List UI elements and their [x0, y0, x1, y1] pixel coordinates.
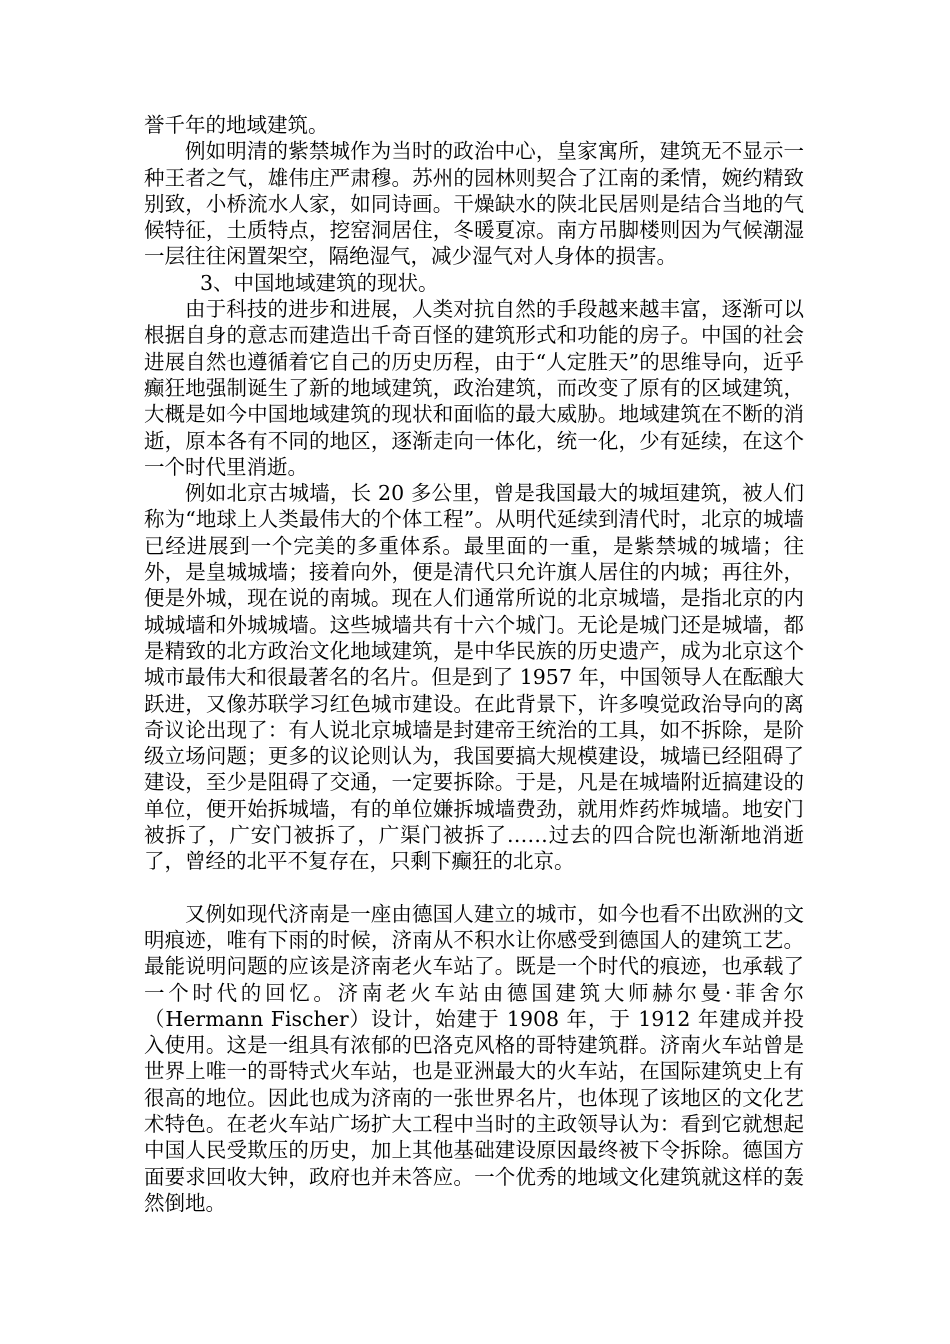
paragraph-current-status: 由于科技的进步和进展，人类对抗自然的手段越来越丰富，逐渐可以根据自身的意志而建造出千奇百怪的建筑形式和功能的房子。中国的社会进展自然也遵循着它自己的历史历程，由于“人定胜天”的思维导向，近乎癫狂地强制诞生了新的地域建筑，政治建筑，而改变了原有的区域建筑，大概是如今中国地域建筑的现状和面临的最大威胁。地域建筑在不断的消逝，原本各有不同的地区，逐渐走向一体化，统一化，少有延续，在这个一个时代里消逝。	[144, 297, 804, 479]
section-heading: 3、中国地域建筑的现状。	[200, 270, 439, 295]
paragraph-continuation: 誉千年的地域建筑。	[144, 113, 329, 137]
document-body	[144, 112, 804, 1216]
paragraph-beijing-city-wall: 例如北京古城墙，长 20 多公里，曾是我国最大的城垣建筑，被人们称为“地球上人类最伟大的个体工程”。从明代延续到清代时，北京的城墙已经进展到一个完美的多重体系。最里面的一重，是紫禁城的城墙；往外，是皇城城墙；接着向外，便是清代只允许旗人居住的内城；再往外，便是外城，现在说的南城。现在人们通常所说的北京城墙，是指北京的内城城墙和外城城墙。这些城墙共有十六个城门。无论是城门还是城墙，都是精致的北方政治文化地域建筑，是中华民族的历史遗产，成为北京这个城市最伟大和很最著名的名片。但是到了 1957 年，中国领导人在酝酿大跃进，又像苏联学习红色城市建设。在此背景下，许多嗅觉政治导向的离奇议论出现了：有人说北京城墙是封建帝王统治的工具，如不拆除，是阶级立场问题；更多的议论则认为，我国要搞大规模建设，城墙已经阻碍了建设，至少是阻碍了交通，一定要拆除。于是，凡是在城墙附近搞建设的单位，便开始拆城墙，有的单位嫌拆城墙费劲，就用炸药炸城墙。地安门被拆了，广安门被拆了，广渠门被拆了……过去的四合院也渐渐地消逝了，曾经的北平不复存在，只剩下癫狂的北京。	[144, 481, 804, 874]
paragraph-jinan-station: 又例如现代济南是一座由德国人建立的城市，如今也看不出欧洲的文明痕迹，唯有下雨的时候，济南从不积水让你感受到德国人的建筑工艺。最能说明问题的应该是济南老火车站了。既是一个时代的痕迹，也承载了一个时代的回忆。济南老火车站由德国建筑大师赫尔曼·菲舍尔（Hermann Fischer）设计，始建于 1908 年，于 1912 年建成并投入使用。这是一组具有浓郁的巴洛克风格的哥特建筑群。济南火车站曾是世界上唯一的哥特式火车站，也是亚洲最大的火车站，在国际建筑史上有很高的地位。因此也成为济南的一张世界名片，也体现了该地区的文化艺术特色。在老火车站广场扩大工程中当时的主政领导认为：看到它就想起中国人民受欺压的历史，加上其他基础建设原因最终被下令拆除。德国方面要求回收大钟，政府也并未答应。一个优秀的地域文化建筑就这样的轰然倒地。	[144, 901, 804, 1215]
paragraph-spacer	[144, 875, 804, 901]
paragraph-regional-examples: 例如明清的紫禁城作为当时的政治中心，皇家寓所，建筑无不显示一种王者之气，雄伟庄严肃穆。苏州的园林则契合了江南的柔情，婉约精致别致，小桥流水人家，如同诗画。干燥缺水的陕北民居则是结合当地的气候特征，土质特点，挖窑洞居住，冬暖夏凉。南方吊脚楼则因为气候潮湿一层往往闲置架空，隔绝湿气，减少湿气对人身体的损害。	[144, 139, 804, 269]
